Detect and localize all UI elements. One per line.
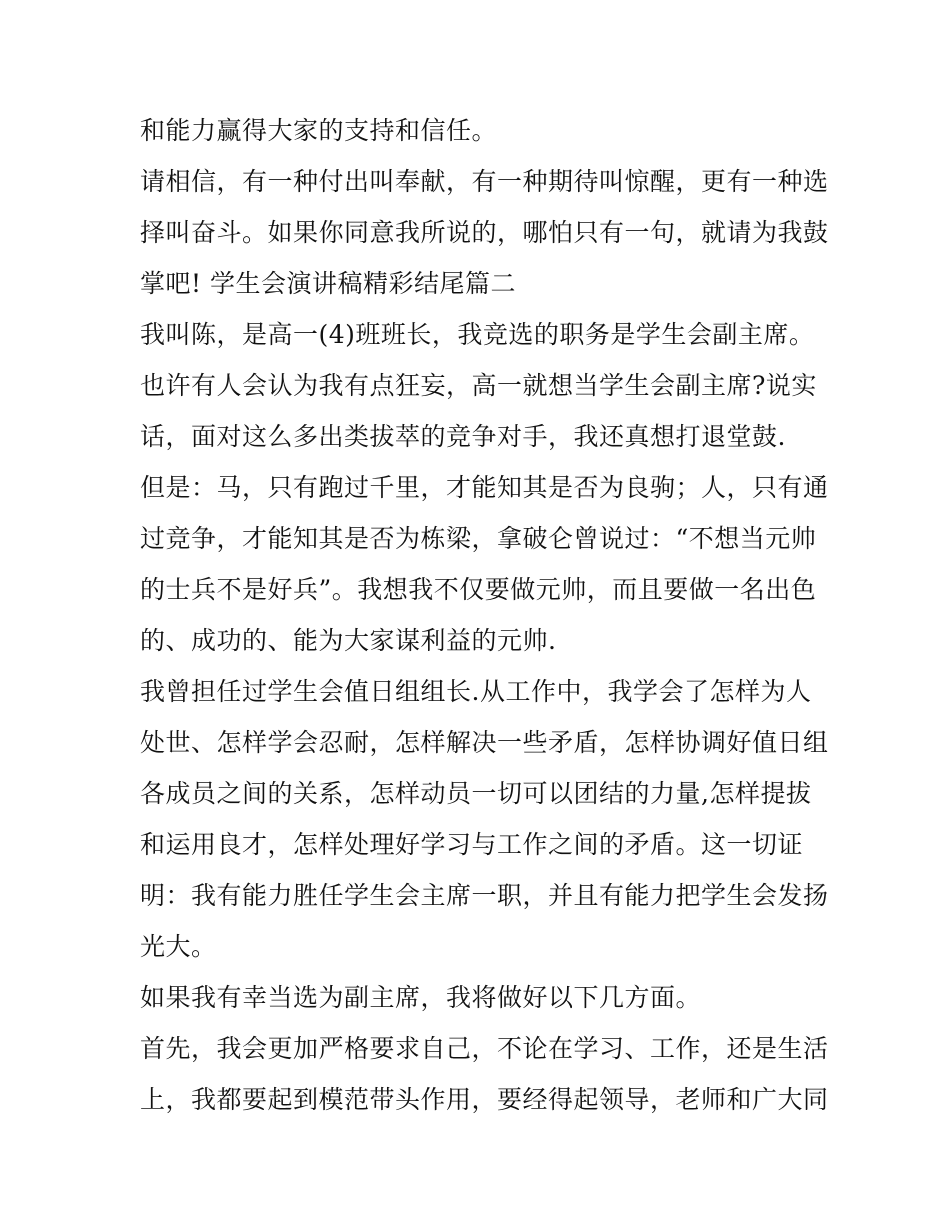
- text-line: 我曾担任过学生会值日组组长.从工作中，我学会了怎样为人: [140, 677, 812, 706]
- document-body: [140, 105, 830, 1125]
- text-line: 光大。: [140, 932, 217, 961]
- text-line: 的士兵不是好兵”。我想我不仅要做元帅，而且要做一名出色: [140, 575, 817, 604]
- text-line: 上，我都要起到模范带头作用，要经得起领导，老师和广大同: [140, 1085, 829, 1114]
- text-line: 掌吧! 学生会演讲稿精彩结尾篇二: [140, 269, 516, 298]
- text-line: 的、成功的、能为大家谋利益的元帅.: [140, 626, 557, 655]
- text-line: 也许有人会认为我有点狂妄，高一就想当学生会副主席?说实: [140, 371, 817, 400]
- text-line: 明：我有能力胜任学生会主席一职，并且有能力把学生会发扬: [140, 881, 829, 910]
- text-line: 择叫奋斗。如果你同意我所说的，哪怕只有一句，就请为我鼓: [140, 218, 829, 247]
- text-line: 首先，我会更加严格要求自己，不论在学习、工作，还是生活: [140, 1034, 829, 1063]
- text-line: 和能力赢得大家的支持和信任。: [140, 116, 498, 145]
- text-line: 但是：马，只有跑过千里，才能知其是否为良驹；人，只有通: [140, 473, 829, 502]
- text-line: 请相信，有一种付出叫奉献，有一种期待叫惊醒，更有一种选: [140, 167, 829, 196]
- text-line: 如果我有幸当选为副主席，我将做好以下几方面。: [140, 983, 702, 1012]
- text-line: 话，面对这么多出类拔萃的竞争对手，我还真想打退堂鼓.: [140, 422, 786, 451]
- text-line: 我叫陈，是高一(4)班班长，我竞选的职务是学生会副主席。: [140, 320, 815, 349]
- text-line: 过竞争，才能知其是否为栋梁，拿破仑曾说过：“不想当元帅: [140, 524, 817, 553]
- text-line: 和运用良才，怎样处理好学习与工作之间的矛盾。这一切证: [140, 830, 804, 859]
- text-line: 处世、怎样学会忍耐，怎样解决一些矛盾，怎样协调好值日组: [140, 728, 829, 757]
- text-line: 各成员之间的关系，怎样动员一切可以团结的力量,怎样提拔: [140, 779, 812, 808]
